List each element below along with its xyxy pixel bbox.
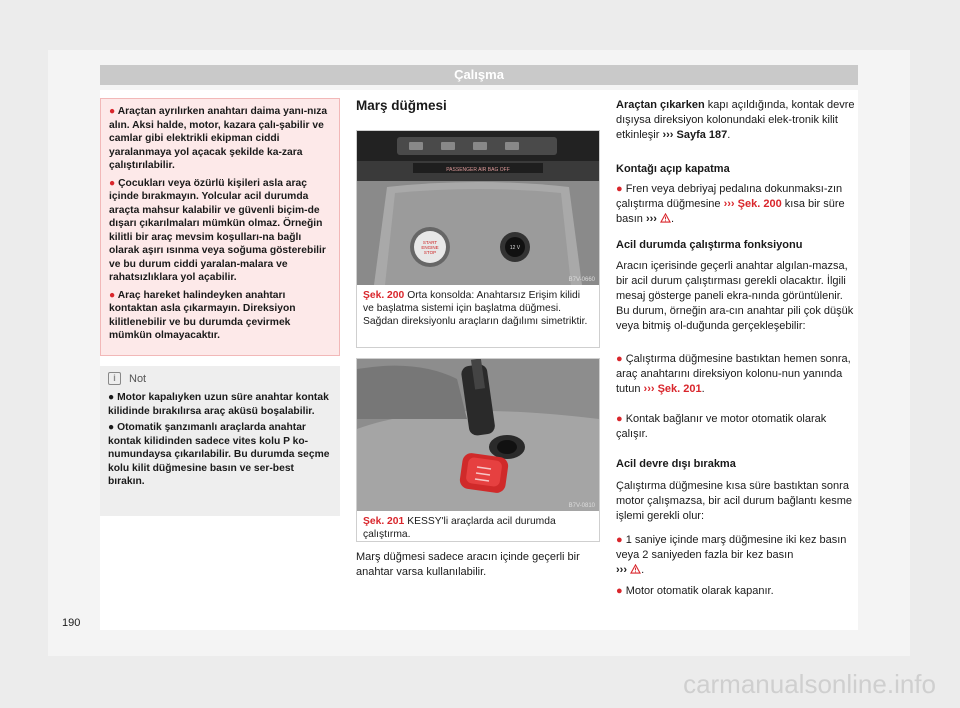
warning-box bbox=[100, 98, 340, 356]
svg-text:START: START bbox=[422, 240, 438, 245]
bullet-item: ● Çalıştırma düğmesine bastıktan hemen sonra, araç anahtarını direksiyon kolonu-nun yanında tutun ››› Şek. 201. bbox=[616, 353, 851, 395]
svg-text:ENGINE: ENGINE bbox=[421, 245, 439, 250]
watermark: carmanualsonline.info bbox=[683, 669, 936, 699]
heading-emergency-stop: Acil devre dışı bırakma bbox=[616, 458, 736, 470]
svg-text:PASSENGER AIR BAG OFF: PASSENGER AIR BAG OFF bbox=[446, 167, 510, 173]
figure-reference-link[interactable]: ››› Şek. 200 bbox=[723, 198, 782, 210]
page-number: 190 bbox=[62, 617, 81, 629]
warning-item: ● Araçtan ayrılırken anahtarı daima yanı-nıza alın. Aksi halde, motor, kazara çalı-şabilir ve camlar gibi elektrikli ekipman ciddi yaralanmaya yol açacak şekilde ka-zara çalıştırılabilir. bbox=[109, 106, 328, 171]
warning-item: ● Çocukları veya özürlü kişileri asla araç içinde bırakmayın. Yolcular acil durumda araçta mahsur kalabilir ve güvenli biçim-de dışarı çıkarılmaları mümkün olmaz. Örneğin kilitli bir araç mevsim koşulları-na bağlı olarak aşırı ısınma veya soğuma gösterebilir ve bu durum ciddi yaralan-malara ve rahatsızlıklara yol açabilir. bbox=[109, 177, 326, 283]
note-box bbox=[100, 366, 340, 516]
figure-image-start-button bbox=[357, 131, 599, 285]
figure-caption: Şek. 201 KESSY'li araçlarda acil durumda çalıştırma. bbox=[363, 516, 556, 540]
figure-200 bbox=[356, 130, 600, 348]
paragraph-emergency-start: Aracın içerisinde geçerli anahtar algılan-mazsa, bir acil durum çalıştırması gerekli olacaktır. İlgili mesaj gösterge paneli ekra-nında görüntülenir. Bu durum, örneğin ara-cın anahtar pili çok düşük veya bitmiş ol-duğunda gerçekleşebilir: bbox=[616, 260, 854, 332]
bullet-item: ● Kontak bağlanır ve motor otomatik olarak çalışır. bbox=[616, 413, 827, 440]
info-icon: i bbox=[108, 372, 121, 385]
body-text: Marş düğmesi sadece aracın içinde geçerli bir anahtar varsa kullanılabilir. bbox=[356, 551, 580, 578]
note-header bbox=[108, 372, 332, 385]
heading-ignition: Kontağı açıp kapatma bbox=[616, 163, 730, 175]
bullet-icon: ● bbox=[109, 177, 119, 189]
warning-item: ● Araç hareket halindeyken anahtarı kontaktan asla çıkarmayın. Direksiyon kilitlenebilir ve bu durumda çevirmek mümkün olmayacaktır. bbox=[109, 289, 296, 341]
bullet-icon: ● bbox=[109, 106, 118, 117]
paragraph-leaving-vehicle: Araçtan çıkarken kapı açıldığında, kontak devre dışıysa direksiyon kolonundaki elek-tronik kilit etkinleşir ››› Sayfa 187. bbox=[616, 99, 855, 141]
heading-emergency-start: Acil durumda çalıştırma fonksiyonu bbox=[616, 239, 803, 251]
note-item: ● Motor kapalıyken uzun süre anahtar kontak kilidinde bırakılırsa araç aküsü boşalabilir. bbox=[108, 392, 329, 417]
page-content bbox=[100, 90, 858, 630]
svg-text:12 V: 12 V bbox=[509, 245, 521, 251]
section-title: Marş düğmesi bbox=[356, 98, 447, 113]
figure-tag: B7V-0660 bbox=[568, 277, 595, 283]
figure-caption: Şek. 200 Orta konsolda: Anahtarsız Erişim kilidi ve başlatma sistemi için başlatma düğmesi. Sağdan direksiyonlu araçların dağılımı simetriktir. bbox=[363, 290, 588, 327]
note-label: Not bbox=[129, 372, 147, 385]
warning-triangle-icon bbox=[630, 564, 641, 574]
figure-tag: B7V-0810 bbox=[568, 503, 595, 509]
paragraph-emergency-stop: Çalıştırma düğmesine kısa süre bastıktan sonra motor çalışmazsa, bir acil durum bağlantı kesme işlemi gerekli olur: bbox=[616, 480, 852, 522]
note-item: ● Otomatik şanzımanlı araçlarda anahtar kontak kilidinden sadece vites kolu P ko-numundaysa çıkarılabilir. Bu durumda seçme kolu kilit düğmesine basın ve ser-best bırakın. bbox=[108, 422, 330, 487]
bullet-item: ● 1 saniye içinde marş düğmesine iki kez basın veya 2 saniyeden fazla bir kez basın ››› . bbox=[616, 534, 847, 576]
bullet-item: ● Fren veya debriyaj pedalına dokunmaksı-zın çalıştırma düğmesine ››› Şek. 200 kısa bir süre basın ››› . bbox=[616, 183, 845, 225]
figure-reference-link[interactable]: ››› Şek. 201 bbox=[643, 383, 702, 395]
bullet-item: ● Motor otomatik olarak kapanır. bbox=[616, 585, 774, 597]
figure-201 bbox=[356, 358, 600, 542]
page-reference-link[interactable]: ››› Sayfa 187 bbox=[662, 129, 728, 141]
page-header: Çalışma bbox=[100, 65, 858, 85]
svg-text:STOP: STOP bbox=[423, 250, 437, 255]
bullet-icon: ● bbox=[109, 289, 118, 301]
warning-triangle-icon bbox=[660, 213, 671, 223]
figure-image-emergency-start bbox=[357, 359, 599, 511]
